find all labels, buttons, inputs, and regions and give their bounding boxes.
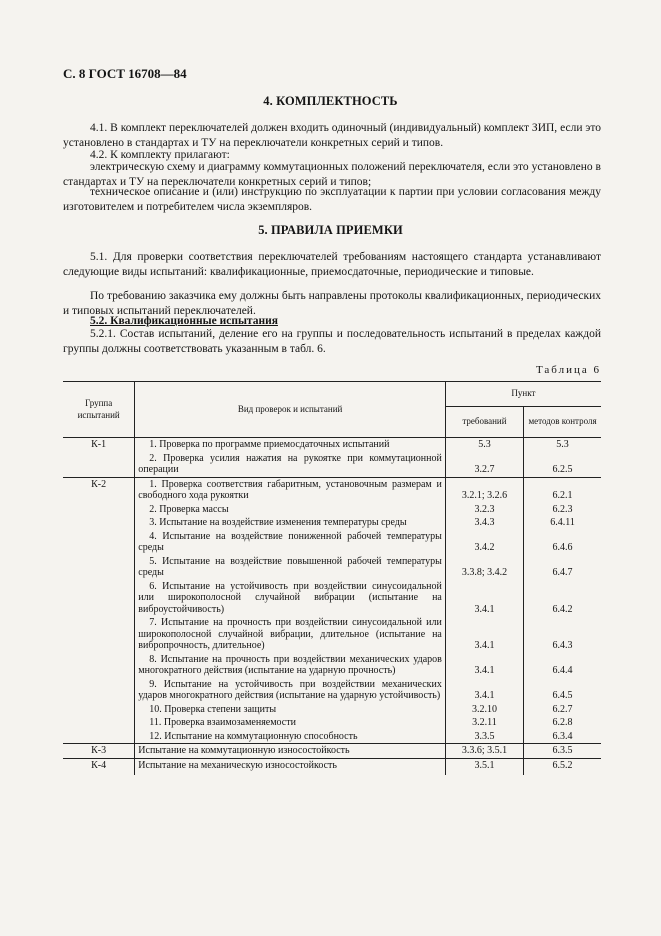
table-row <box>63 580 601 617</box>
header-kind: Вид проверок и испытаний <box>135 382 446 438</box>
cell-group <box>63 678 135 703</box>
cell-methods: 6.5.2 <box>524 758 601 775</box>
cell-kind: 4. Испытание на воздействие пониженной рабочей температуры среды <box>135 530 446 555</box>
table-row <box>63 653 601 678</box>
paragraph-4-2-item1: электрическую схему и диаграмму коммутационных положений переключателя, если это установлено в стандартах и ТУ на переключатели конкретных серий и типов; <box>63 161 601 188</box>
header-point: Пункт <box>445 382 601 407</box>
cell-group <box>63 555 135 580</box>
cell-methods: 6.4.11 <box>524 516 601 530</box>
table-row <box>63 744 601 759</box>
cell-kind: 3. Испытание на воздействие изменения температуры среды <box>135 516 446 530</box>
cell-group <box>63 580 135 617</box>
cell-req: 3.4.2 <box>445 530 523 555</box>
tests-table <box>63 381 601 775</box>
cell-kind: Испытание на коммутационную износостойкость <box>135 744 446 759</box>
cell-methods: 6.4.6 <box>524 530 601 555</box>
cell-group: К-3 <box>91 745 107 756</box>
cell-kind: 12. Испытание на коммутационную способность <box>135 730 446 744</box>
cell-kind: 1. Проверка по программе приемосдаточных испытаний <box>135 438 446 452</box>
table-row <box>63 678 601 703</box>
paragraph-5-2-1: 5.2.1. Состав испытаний, деление его на группы и последовательность испытаний в пределах каждой группы должны соответствовать указанным в табл. 6. <box>63 328 601 355</box>
cell-kind: 10. Проверка степени защиты <box>135 703 446 717</box>
table-row <box>63 758 601 775</box>
cell-req: 3.2.7 <box>445 452 523 478</box>
cell-methods: 6.4.2 <box>524 580 601 617</box>
paragraph-4-1: 4.1. В комплект переключателей должен входить одиночный (индивидуальный) комплект ЗИП, если это установлено в стандартах и ТУ на переключатели конкретных серий и типов. <box>63 122 601 149</box>
table-row <box>63 477 601 503</box>
cell-req: 5.3 <box>445 438 523 452</box>
cell-methods: 6.4.7 <box>524 555 601 580</box>
header-group: Группа испытаний <box>63 382 135 438</box>
cell-group: К-2 <box>91 478 107 490</box>
section-4-title: 4. КОМПЛЕКТНОСТЬ <box>263 94 398 108</box>
table-row <box>63 703 601 717</box>
cell-req: 3.2.3 <box>445 503 523 517</box>
paragraph-4-2-item2: техническое описание и (или) инструкцию по эксплуатации к партии при условии согласования между изготовителем и потребителем числа экземпляров. <box>63 186 601 213</box>
cell-methods: 6.4.4 <box>524 653 601 678</box>
section-5-title: 5. ПРАВИЛА ПРИЕМКИ <box>258 223 403 237</box>
cell-req: 3.4.1 <box>445 616 523 653</box>
table-row <box>63 503 601 517</box>
cell-req: 3.2.1; 3.2.6 <box>445 477 523 503</box>
page-header: С. 8 ГОСТ 16708—84 <box>63 66 187 81</box>
cell-group <box>63 703 135 717</box>
cell-req: 3.3.6; 3.5.1 <box>445 744 523 759</box>
cell-kind: 6. Испытание на устойчивость при воздействии синусоидальной или широкополосной случайной вибрации (испытание на виброустойчивость) <box>135 580 446 617</box>
cell-req: 3.2.10 <box>445 703 523 717</box>
cell-kind: 8. Испытание на прочность при воздействии механических ударов многократного действия (испытание на ударную прочность) <box>135 653 446 678</box>
cell-group <box>63 653 135 678</box>
cell-kind: 2. Проверка усилия нажатия на рукоятке при коммутационной операции <box>135 452 446 478</box>
paragraph-5-1: 5.1. Для проверки соответствия переключателей требованиям настоящего стандарта устанавливают следующие виды испытаний: квалификационные, приемосдаточные, периодические и типовые. <box>63 251 601 278</box>
cell-methods: 5.3 <box>524 438 601 452</box>
cell-group <box>63 503 135 517</box>
cell-group: К-4 <box>91 759 107 771</box>
cell-kind: 2. Проверка массы <box>135 503 446 517</box>
table-row <box>63 438 601 452</box>
cell-group: К-1 <box>91 439 107 450</box>
cell-methods: 6.2.5 <box>524 452 601 478</box>
cell-kind: 1. Проверка соответствия габаритным, установочным размерам и свободного хода рукоятки <box>135 477 446 503</box>
cell-group <box>63 616 135 653</box>
table-caption: Таблица 6 <box>535 364 601 376</box>
table-row <box>63 516 601 530</box>
table-row <box>63 716 601 730</box>
cell-req: 3.2.11 <box>445 716 523 730</box>
cell-methods: 6.2.1 <box>524 477 601 503</box>
cell-methods: 6.2.7 <box>524 703 601 717</box>
cell-kind: 11. Проверка взаимозаменяемости <box>135 716 446 730</box>
cell-methods: 6.2.8 <box>524 716 601 730</box>
cell-kind: 5. Испытание на воздействие повышенной рабочей температуры среды <box>135 555 446 580</box>
cell-req: 3.4.1 <box>445 580 523 617</box>
paragraph-4-2: 4.2. К комплекту прилагают: <box>90 149 230 161</box>
table-row <box>63 530 601 555</box>
cell-group <box>63 730 135 744</box>
header-req: требований <box>445 407 523 438</box>
paragraph-5-1-b: По требованию заказчика ему должны быть направлены протоколы квалификационных, периодических и типовых испытаний переключателей. <box>63 290 601 317</box>
cell-kind: 7. Испытание на прочность при воздействии синусоидальной или широкополосной случайной вибрации, длительное (испытание на вибропрочность, длительное) <box>135 616 446 653</box>
table-row <box>63 555 601 580</box>
header-methods: методов контроля <box>524 407 601 438</box>
cell-req: 3.3.5 <box>445 730 523 744</box>
cell-methods: 6.4.5 <box>524 678 601 703</box>
cell-kind: 9. Испытание на устойчивость при воздействии механических ударов многократного действия (испытание на ударную устойчивость) <box>135 678 446 703</box>
cell-group <box>63 716 135 730</box>
cell-req: 3.4.1 <box>445 653 523 678</box>
cell-req: 3.4.3 <box>445 516 523 530</box>
cell-group <box>63 530 135 555</box>
cell-methods: 6.2.3 <box>524 503 601 517</box>
cell-req: 3.5.1 <box>445 758 523 775</box>
subsection-5-2-title: 5.2. Квалификационные испытания <box>90 315 278 327</box>
cell-req: 3.3.8; 3.4.2 <box>445 555 523 580</box>
cell-req: 3.4.1 <box>445 678 523 703</box>
table-row <box>63 730 601 744</box>
cell-methods: 6.3.5 <box>524 744 601 759</box>
cell-kind: Испытание на механическую износостойкость <box>135 758 446 775</box>
cell-group <box>63 516 135 530</box>
cell-methods: 6.4.3 <box>524 616 601 653</box>
cell-group <box>63 452 135 478</box>
table-row <box>63 452 601 478</box>
cell-methods: 6.3.4 <box>524 730 601 744</box>
table-row <box>63 616 601 653</box>
